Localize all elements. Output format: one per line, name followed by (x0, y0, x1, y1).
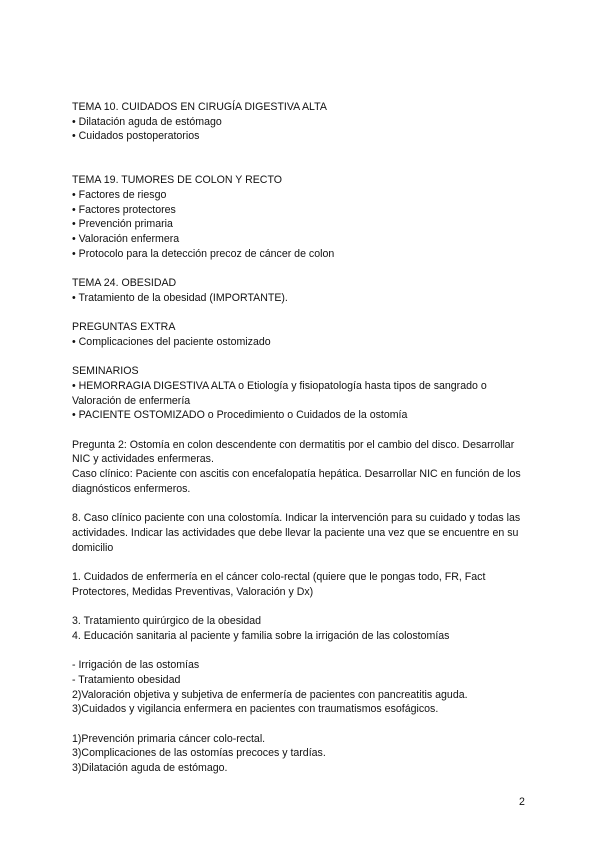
tema19-item: • Factores protectores (72, 203, 176, 216)
tema19-item: • Prevención primaria (72, 218, 173, 231)
tema24-item: • Tratamiento de la obesidad (IMPORTANTE). (72, 291, 288, 304)
question-1: 1. Cuidados de enfermería en el cáncer colo-rectal (quiere que le pongas todo, FR, Fact Protectores, Medidas Preventivas, Valoración y Dx) (72, 571, 486, 598)
extra-title: PREGUNTAS EXTRA (72, 321, 176, 334)
seminarios-item: • PACIENTE OSTOMIZADO o Procedimiento o Cuidados de la ostomía (72, 409, 408, 422)
pregunta2-text: Pregunta 2: Ostomía en colon descendente con dermatitis por el cambio del disco. Desarrollar NIC y actividades enfermeras. (72, 438, 515, 466)
seminarios-item: • HEMORRAGIA DIGESTIVA ALTA o Etiología y fisiopatología hasta tipos de sangrado o Valoración de enfermería (72, 379, 487, 407)
list-b-item: 1)Prevención primaria cáncer colo-rectal. (72, 732, 266, 745)
list-a-item: - Irrigación de las ostomías (72, 659, 200, 672)
list-b-item: 3)Dilatación aguda de estómago. (72, 762, 228, 775)
page-number: 2 (519, 796, 525, 808)
question-4: 4. Educación sanitaria al paciente y familia sobre la irrigación de las colostomías (72, 629, 450, 642)
list-a-item: 2)Valoración objetiva y subjetiva de enfermería de pacientes con pancreatitis aguda. (72, 688, 468, 701)
list-a-item: - Tratamiento obesidad (72, 673, 181, 686)
tema19-item: • Factores de riesgo (72, 188, 167, 201)
tema10-item: • Dilatación aguda de estómago (72, 115, 222, 128)
extra-item: • Complicaciones del paciente ostomizado (72, 335, 271, 348)
question-8: 8. Caso clínico paciente con una colostomía. Indicar la intervención para su cuidado y todas las actividades. Indicar las actividades que debe llevar la paciente una vez que se encuentre en su domicilio (72, 512, 521, 554)
list-b-item: 3)Complicaciones de las ostomías precoces y tardías. (72, 747, 326, 760)
question-3: 3. Tratamiento quirúrgico de la obesidad (72, 615, 262, 628)
caso-clinico-text: Caso clínico: Paciente con ascitis con encefalopatía hepática. Desarrollar NIC en función de los diagnósticos enfermeros. (72, 468, 521, 495)
list-a-item: 3)Cuidados y vigilancia enfermera en pacientes con traumatismos esofágicos. (72, 703, 439, 716)
seminarios-title: SEMINARIOS (72, 365, 139, 378)
tema19-item: • Valoración enfermera (72, 232, 180, 245)
tema10-item: • Cuidados postoperatorios (72, 130, 200, 143)
tema24-title: TEMA 24. OBESIDAD (72, 277, 177, 290)
tema19-item: • Protocolo para la detección precoz de cáncer de colon (72, 247, 335, 260)
tema19-title: TEMA 19. TUMORES DE COLON Y RECTO (72, 174, 282, 187)
page-content (72, 100, 532, 776)
tema10-title: TEMA 10. CUIDADOS EN CIRUGÍA DIGESTIVA ALTA (72, 101, 327, 113)
